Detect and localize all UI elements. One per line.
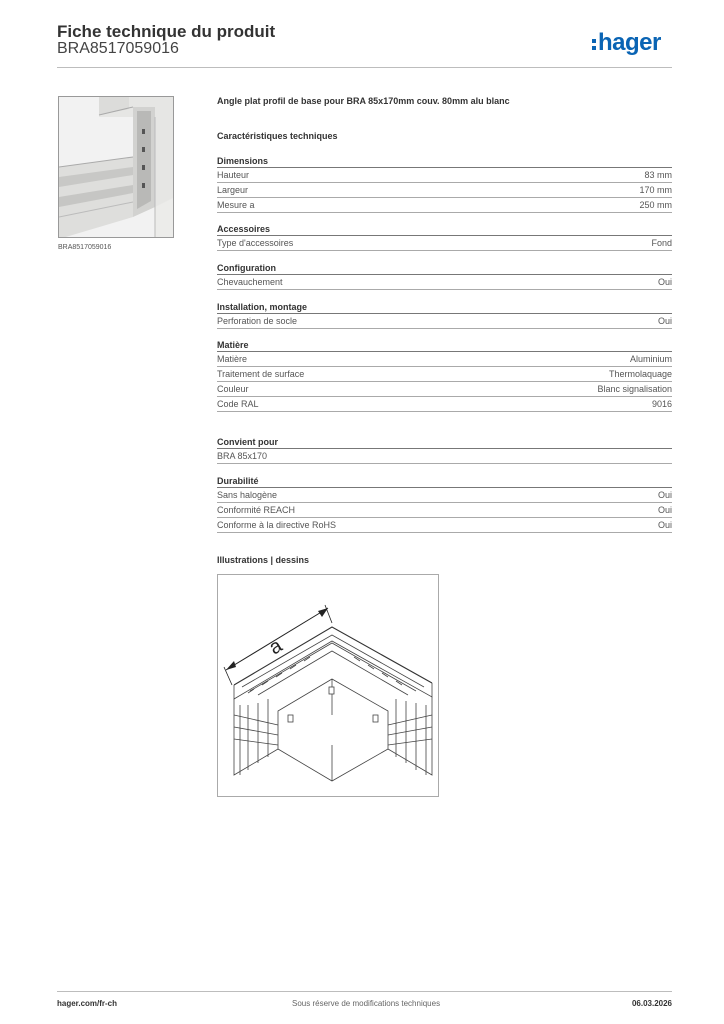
section-title: Configuration [217, 261, 672, 275]
footer-divider [57, 991, 672, 992]
spec-value: 9016 [651, 399, 672, 409]
section-configuration [217, 261, 672, 290]
section-installation [217, 300, 672, 329]
technical-drawing [217, 574, 439, 797]
spec-label: Couleur [217, 384, 249, 394]
section-title: Convient pour [217, 435, 672, 449]
spec-row [217, 367, 672, 382]
section-dimensions [217, 154, 672, 213]
spec-value: 250 mm [639, 200, 672, 210]
spec-label: Traitement de surface [217, 369, 305, 379]
spec-row [217, 314, 672, 329]
spec-value: Oui [657, 520, 672, 530]
spec-row [217, 183, 672, 198]
spec-row [217, 382, 672, 397]
spec-label: Conformité REACH [217, 505, 296, 515]
footer-website-link[interactable]: hager.com/fr-ch [57, 999, 118, 1008]
spec-label: Perforation de socle [217, 316, 298, 326]
logo-text: hager [598, 29, 661, 56]
section-title: Installation, montage [217, 300, 672, 314]
photo-caption: BRA8517059016 [58, 244, 112, 251]
spec-label: Hauteur [217, 170, 250, 180]
section-convient [217, 435, 672, 464]
spec-value: Blanc signalisation [597, 384, 672, 394]
spec-value: Aluminium [629, 354, 672, 364]
page-title: Fiche technique du produit [57, 22, 276, 41]
spec-value: Oui [657, 277, 672, 287]
product-code: BRA8517059016 [57, 40, 179, 57]
dimension-label-a: a [265, 634, 287, 660]
product-photo [58, 96, 174, 238]
spec-row [217, 488, 672, 503]
section-title: Dimensions [217, 154, 672, 168]
footer-date: 06.03.2026 [631, 999, 672, 1008]
section-durabilite [217, 474, 672, 533]
technical-drawing-image [218, 575, 438, 796]
spec-row [217, 397, 672, 412]
tech-specs-title: Caractéristiques techniques [217, 131, 338, 141]
footer-notice: Sous réserve de modifications techniques [292, 999, 441, 1008]
spec-label: Largeur [217, 185, 249, 195]
spec-value: Oui [657, 490, 672, 500]
spec-value: Thermolaquage [608, 369, 672, 379]
spec-label: Mesure a [217, 200, 255, 210]
spec-row [217, 449, 672, 464]
spec-value: Fond [651, 238, 672, 248]
product-description: Angle plat profil de base pour BRA 85x170mm couv. 80mm alu blanc [217, 96, 510, 106]
illustrations-title: Illustrations | dessins [217, 555, 310, 565]
section-title: Matière [217, 338, 672, 352]
spec-row [217, 503, 672, 518]
spec-row [217, 518, 672, 533]
spec-label: Sans halogène [217, 490, 278, 500]
spec-label: Code RAL [217, 399, 259, 409]
spec-label: Chevauchement [217, 277, 283, 287]
spec-value: 170 mm [639, 185, 672, 195]
spec-value: 83 mm [644, 170, 672, 180]
section-matiere [217, 338, 672, 412]
logo-dots-icon [592, 39, 596, 50]
spec-row [217, 275, 672, 290]
spec-row [217, 352, 672, 367]
spec-value: Oui [657, 505, 672, 515]
spec-label: Type d'accessoires [217, 238, 294, 248]
hager-logo [592, 28, 661, 58]
spec-value: Oui [657, 316, 672, 326]
section-title: Durabilité [217, 474, 672, 488]
product-photo-image [59, 97, 174, 238]
spec-label: BRA 85x170 [217, 451, 268, 461]
spec-row [217, 168, 672, 183]
section-accessoires [217, 222, 672, 251]
header-divider [57, 67, 672, 68]
spec-row [217, 236, 672, 251]
spec-row [217, 198, 672, 213]
spec-label: Conforme à la directive RoHS [217, 520, 337, 530]
spec-label: Matière [217, 354, 248, 364]
section-title: Accessoires [217, 222, 672, 236]
